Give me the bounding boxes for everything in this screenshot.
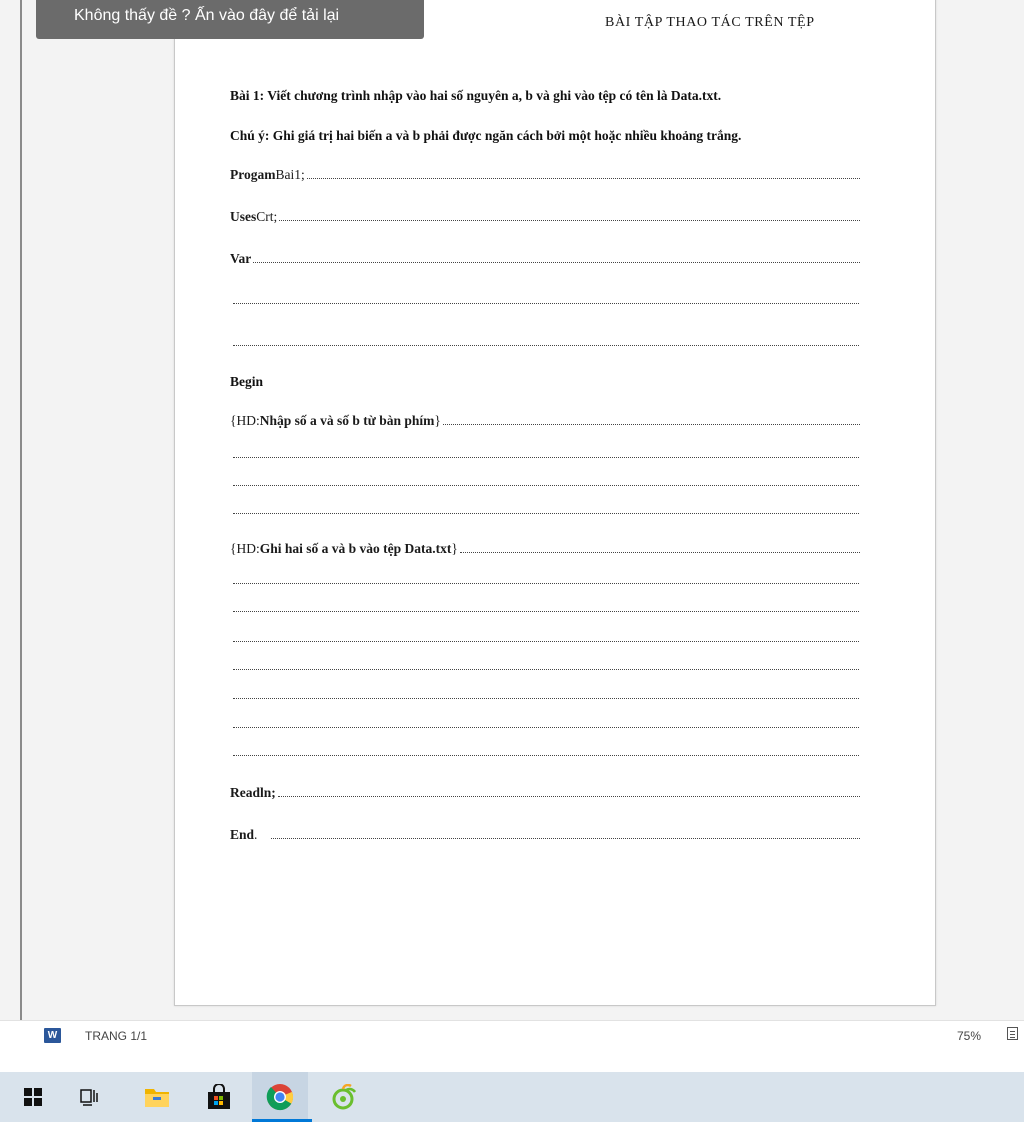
store-bag-icon	[206, 1084, 232, 1110]
coccoc-button[interactable]	[316, 1072, 372, 1122]
comment-close: }	[434, 413, 441, 428]
blank-answer-line	[233, 513, 859, 514]
chrome-icon	[266, 1083, 294, 1111]
var-keyword: Var	[230, 251, 252, 266]
comment-text: Nhập số a và số b từ bàn phím	[259, 413, 435, 428]
windows-taskbar	[0, 1072, 1024, 1122]
file-explorer-button[interactable]	[129, 1072, 185, 1122]
blank-answer-line	[233, 698, 859, 699]
blank-answer-line	[233, 583, 859, 584]
var-line	[230, 249, 860, 267]
task-view-button[interactable]	[61, 1072, 117, 1122]
fill-dots	[460, 552, 860, 553]
zoom-level[interactable]: 75%	[957, 1029, 982, 1043]
readln-line	[230, 783, 860, 801]
uses-keyword: Uses	[230, 209, 257, 224]
program-line	[230, 165, 860, 183]
fill-dots	[307, 178, 860, 179]
blank-answer-line	[233, 485, 859, 486]
end-line	[230, 825, 860, 843]
viewer-left-border	[20, 0, 22, 1020]
task-text: Viết chương trình nhập vào hai số nguyên a, b và ghi vào tệp có tên là Data.txt.	[264, 88, 722, 103]
comment-open: {HD:	[230, 413, 260, 428]
blank-answer-line	[233, 669, 859, 670]
word-icon: W	[44, 1028, 61, 1043]
fill-dots	[443, 424, 860, 425]
task-note	[230, 127, 860, 145]
comment-input-line	[230, 411, 860, 429]
fill-dots	[271, 838, 860, 839]
blank-answer-line	[233, 755, 859, 756]
program-keyword: Progam	[230, 167, 276, 182]
comment-close: }	[451, 541, 458, 556]
folder-icon	[144, 1086, 170, 1108]
comment-text: Ghi hai số a và b vào tệp Data.txt	[259, 541, 452, 556]
readln-keyword: Readln;	[230, 785, 276, 800]
reading-layout-icon[interactable]	[1007, 1027, 1018, 1040]
blank-answer-line	[233, 727, 859, 728]
blank-answer-line	[233, 345, 859, 346]
task-view-icon	[79, 1087, 99, 1107]
fill-dots	[253, 262, 860, 263]
fill-dots	[279, 220, 860, 221]
task-label: Bài 1:	[230, 88, 265, 103]
end-keyword: End	[230, 827, 255, 842]
store-button[interactable]	[191, 1072, 247, 1122]
begin-line	[230, 373, 860, 391]
program-name: Bai1;	[275, 167, 305, 182]
page-count: TRANG 1/1	[85, 1029, 148, 1043]
blank-answer-line	[233, 457, 859, 458]
uses-line	[230, 207, 860, 225]
blank-answer-line	[233, 303, 859, 304]
note-text: Ghi giá trị hai biến a và b phải được ngăn cách bởi một hoặc nhiều khoảng trắng.	[269, 128, 742, 143]
chrome-button[interactable]	[252, 1072, 308, 1122]
note-label: Chú ý:	[230, 128, 270, 143]
document-page	[174, 0, 936, 1006]
comment-write-line	[230, 539, 860, 557]
reload-toast[interactable]: Không thấy đề ? Ấn vào đây để tải lại	[36, 0, 424, 39]
coccoc-icon	[331, 1084, 357, 1110]
start-button[interactable]	[5, 1072, 61, 1122]
task-statement	[230, 87, 860, 105]
blank-answer-line	[233, 641, 859, 642]
uses-name: Crt;	[256, 209, 278, 224]
windows-logo-icon	[24, 1088, 42, 1106]
begin-keyword: Begin	[230, 374, 264, 389]
status-bar	[0, 1020, 1024, 1051]
comment-open: {HD:	[230, 541, 260, 556]
fill-dots	[278, 796, 860, 797]
blank-answer-line	[233, 611, 859, 612]
document-title: BÀI TẬP THAO TÁC TRÊN TỆP	[605, 15, 815, 30]
end-dot: .	[254, 827, 258, 842]
